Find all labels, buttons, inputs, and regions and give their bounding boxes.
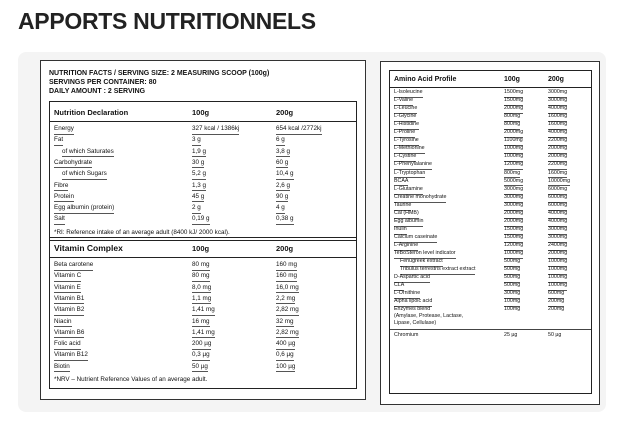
amino-value-200g: 2200mg: [548, 137, 567, 146]
amino-value-200g: 6000mg: [548, 194, 567, 203]
amino-value-200g: 3000mg: [548, 234, 567, 243]
amino-row: [392, 290, 590, 298]
facts-serving-size: NUTRITION FACTS / SERVING SIZE: 2 MEASURING SCOOP (100g): [49, 70, 270, 77]
nutrition-col-100g: 100g: [192, 108, 210, 117]
amino-value-200g: 600mg: [548, 290, 564, 299]
amino-value-100g: 300mg: [504, 290, 520, 299]
amino-value-100g: 500mg: [504, 282, 520, 291]
amino-value-100g: 1200mg: [504, 161, 523, 170]
amino-name: Taurine: [394, 202, 411, 211]
amino-row: [392, 113, 590, 121]
amino-row: [392, 242, 590, 250]
nutrition-name: Fibre: [54, 181, 68, 192]
amino-value-100g: 2000mg: [504, 218, 523, 227]
amino-value-100g: 1500mg: [504, 226, 523, 235]
amino-value-200g: 2200mg: [548, 161, 567, 170]
vitamin-value-200g: 100 µg: [276, 362, 295, 373]
amino-value-200g: 3000mg: [548, 97, 567, 106]
amino-value-100g: 2000mg: [504, 105, 523, 114]
chromium-100g: 25 µg: [504, 332, 518, 338]
amino-value-100g: 3000mg: [504, 194, 523, 203]
nutrition-value-100g: 1,9 g: [192, 147, 206, 158]
amino-value-200g: 2000mg: [548, 250, 567, 259]
amino-value-200g: 4000mg: [548, 129, 567, 138]
amino-name: Creatine monohydrate: [394, 194, 446, 203]
nutrition-value-200g: 0,38 g: [276, 214, 294, 225]
amino-name: L-Valine: [394, 97, 413, 106]
amino-row: [392, 266, 590, 274]
amino-row: [392, 121, 590, 129]
amino-value-200g: 1600mg: [548, 121, 567, 130]
amino-row: [392, 89, 590, 97]
vitamin-col-100g: 100g: [192, 244, 210, 253]
vitamin-value-200g: 16,0 mg: [276, 283, 299, 294]
amino-name: L-Methionine: [394, 145, 425, 154]
amino-row: [392, 178, 590, 186]
amino-row: [392, 170, 590, 178]
amino-title: Amino Acid Profile: [394, 76, 457, 83]
amino-value-200g: 1000mg: [548, 282, 567, 291]
vitamin-value-100g: 1,41 mg: [192, 305, 215, 316]
vitamin-value-200g: 0,6 µg: [276, 350, 294, 361]
amino-row: [392, 226, 590, 234]
vitamin-value-200g: 2,82 mg: [276, 328, 299, 339]
amino-name: L-Tyrosine: [394, 137, 419, 146]
amino-value-200g: 3000mg: [548, 226, 567, 235]
vitamin-value-200g: 2,82 mg: [276, 305, 299, 316]
amino-value-100g: 800mg: [504, 170, 520, 179]
amino-name: L-Arginine: [394, 242, 418, 251]
vitamin-value-100g: 80 mg: [192, 260, 210, 271]
amino-value-100g: 1100mg: [504, 137, 523, 146]
amino-name: L-Isoleucine: [394, 89, 423, 98]
amino-value-200g: 1600mg: [548, 113, 567, 122]
amino-value-200g: 4000mg: [548, 218, 567, 227]
vitamin-header-divider: [50, 257, 356, 258]
nutrition-name: of which Saturates: [62, 147, 114, 158]
amino-value-200g: 1600mg: [548, 170, 567, 179]
page-title: APPORTS NUTRITIONNELS: [18, 8, 316, 34]
amino-row: [392, 234, 590, 242]
vitamin-value-100g: 80 mg: [192, 271, 210, 282]
nutrition-value-100g: 2 g: [192, 203, 201, 214]
amino-name: Cal (HMB): [394, 210, 419, 219]
amino-row: [392, 145, 590, 153]
amino-name: BCAA: [394, 178, 408, 187]
nutrition-value-200g: 10,4 g: [276, 169, 294, 180]
nutrition-name: Fat: [54, 135, 63, 146]
vitamin-value-200g: 160 mg: [276, 260, 297, 271]
amino-name: L-Cystine: [394, 153, 416, 162]
nutrition-value-200g: 60 g: [276, 158, 288, 169]
amino-value-100g: 800mg: [504, 113, 520, 122]
facts-header: [49, 69, 269, 96]
amino-value-100g: 1200mg: [504, 242, 523, 251]
amino-row: [392, 218, 590, 226]
vitamin-name: Vitamin B6: [54, 328, 84, 339]
amino-value-100g: 3000mg: [504, 202, 523, 211]
amino-value-200g: 2000mg: [548, 145, 567, 154]
amino-value-100g: 500mg: [504, 274, 520, 283]
amino-row: [392, 258, 590, 266]
amino-row: [392, 210, 590, 218]
vitamin-title: Vitamin Complex: [54, 243, 123, 253]
vitamin-name: Vitamin C: [54, 271, 81, 282]
amino-name: TeBoSteron level indicator: [394, 250, 456, 259]
amino-value-100g: 2000mg: [504, 210, 523, 219]
chromium-name: Chromium: [394, 332, 419, 338]
amino-value-100g: 500mg: [504, 266, 520, 275]
amino-value-100g: 1500mg: [504, 89, 523, 98]
amino-row: [392, 274, 590, 282]
vitamin-value-200g: 160 mg: [276, 271, 297, 282]
vitamin-value-100g: 200 µg: [192, 339, 211, 350]
amino-row: [392, 298, 590, 306]
amino-value-100g: 100mg: [504, 298, 520, 307]
nutrition-value-200g: 654 kcal /2772kj: [276, 124, 322, 135]
vitamin-name: Niacin: [54, 317, 72, 328]
vitamin-value-100g: 8,0 mg: [192, 283, 211, 294]
amino-col-100g: 100g: [504, 76, 520, 83]
nutrition-name: of which Sugars: [62, 169, 107, 180]
facts-daily-amount: DAILY AMOUNT : 2 SERVING: [49, 88, 146, 95]
amino-name: L-Leucine: [394, 105, 417, 114]
amino-value-100g: 3000mg: [504, 186, 523, 195]
vitamin-value-200g: 2,2 mg: [276, 294, 295, 305]
amino-name: L-Phenylalanine: [394, 161, 432, 170]
facts-servings-per-container: SERVINGS PER CONTAINER: 80: [49, 79, 157, 86]
amino-header-divider: [390, 87, 591, 88]
amino-name: D-Aspartic acid: [394, 274, 430, 283]
amino-row: [392, 186, 590, 194]
nutrition-value-100g: 0,19 g: [192, 214, 210, 225]
vitamin-value-200g: 400 µg: [276, 339, 295, 350]
nutrition-col-200g: 200g: [276, 108, 294, 117]
amino-name: Fenugreek extract: [400, 258, 443, 267]
amino-row: [392, 250, 590, 258]
vitamin-complex-table: [49, 237, 357, 389]
amino-value-100g: 1500mg: [504, 234, 523, 243]
nutrition-value-200g: 6 g: [276, 135, 285, 146]
vitamin-name: Folic acid: [54, 339, 81, 350]
amino-row: [392, 97, 590, 105]
amino-value-200g: 3000mg: [548, 89, 567, 98]
nutrition-value-200g: 3,8 g: [276, 147, 290, 158]
chromium-200g: 50 µg: [548, 332, 562, 338]
amino-value-100g: 2000mg: [504, 129, 523, 138]
amino-value-200g: 1000mg: [548, 258, 567, 267]
amino-row: [392, 137, 590, 145]
amino-name: L-Tryptophan: [394, 170, 425, 179]
amino-value-100g: 1000mg: [504, 145, 523, 154]
nutrition-value-100g: 327 kcal / 1386kj: [192, 124, 239, 135]
enzymes-line2: (Amylase, Protease, Lactase,: [394, 313, 464, 319]
nutrition-value-100g: 45 g: [192, 192, 204, 203]
nutrition-value-100g: 1,3 g: [192, 181, 206, 192]
nutrition-value-200g: 4 g: [276, 203, 285, 214]
enzymes-line1: Enzymes blend: [394, 306, 431, 312]
vitamin-col-200g: 200g: [276, 244, 294, 253]
vitamin-name: Beta carotene: [54, 260, 93, 271]
nutrition-value-200g: 2,6 g: [276, 181, 290, 192]
amino-name: Inulin: [394, 226, 407, 235]
amino-col-200g: 200g: [548, 76, 564, 83]
vitamin-name: Vitamin B1: [54, 294, 84, 305]
amino-value-200g: 4000mg: [548, 105, 567, 114]
amino-value-100g: 800mg: [504, 121, 520, 130]
amino-value-100g: 1500mg: [504, 97, 523, 106]
nutrition-name: Egg albumin (protein): [54, 203, 114, 214]
enzymes-blend: [394, 306, 494, 327]
amino-acid-table: [389, 70, 592, 394]
amino-name: Calcium caseinate: [394, 234, 437, 243]
vitamin-value-200g: 32 mg: [276, 317, 294, 328]
nutrition-title: Nutrition Declaration: [54, 108, 129, 117]
amino-acid-label: [380, 61, 600, 405]
amino-value-100g: 1000mg: [504, 250, 523, 259]
amino-name: Alpha lipoic acid: [394, 298, 432, 307]
vitamin-value-100g: 0,3 µg: [192, 350, 210, 361]
vitamin-value-100g: 1,1 mg: [192, 294, 211, 305]
amino-value-200g: 6000mg: [548, 202, 567, 211]
nutrition-value-100g: 3 g: [192, 135, 201, 146]
amino-row: [392, 194, 590, 202]
nutrition-footnote: *RI: Reference intake of an average adult (8400 kJ/ 2000 kcal).: [54, 229, 230, 236]
amino-name: L-Proline: [394, 129, 415, 138]
nutrition-value-200g: 90 g: [276, 192, 288, 203]
nutrition-header-divider: [50, 121, 356, 122]
amino-name: L-Histidine: [394, 121, 419, 130]
amino-value-200g: 1000mg: [548, 274, 567, 283]
vitamin-value-100g: 50 µg: [192, 362, 208, 373]
amino-value-200g: 1000mg: [548, 266, 567, 275]
enzymes-line3: Lipase, Cellulase): [394, 320, 437, 326]
amino-name: Egg albumin: [394, 218, 423, 227]
nutrition-value-100g: 30 g: [192, 158, 204, 169]
nutrition-name: Salt: [54, 214, 65, 225]
enzymes-100g: 100mg: [504, 306, 521, 312]
amino-row: [392, 282, 590, 290]
amino-name: L-Glutamine: [394, 186, 423, 195]
nutrition-name: Energy: [54, 124, 74, 135]
amino-value-200g: 6000mg: [548, 186, 567, 195]
vitamin-name: Vitamin B12: [54, 350, 88, 361]
nutrition-name: Carbohydrate: [54, 158, 92, 169]
amino-value-200g: 2000mg: [548, 153, 567, 162]
amino-name: Tribulus terrestris extract extract: [400, 266, 475, 275]
nutrition-facts-label: [40, 60, 366, 400]
vitamin-name: Vitamin B2: [54, 305, 84, 316]
amino-value-200g: 10000mg: [548, 178, 570, 187]
nutrition-name: Protein: [54, 192, 74, 203]
amino-value-100g: 1000mg: [504, 153, 523, 162]
amino-name: L-Glycine: [394, 113, 416, 122]
vitamin-name: Vitamin E: [54, 283, 81, 294]
amino-row: [392, 202, 590, 210]
enzymes-divider: [390, 329, 591, 330]
vitamin-name: Biotin: [54, 362, 70, 373]
amino-row: [392, 129, 590, 137]
amino-value-200g: 200mg: [548, 298, 564, 307]
vitamin-value-100g: 1,41 mg: [192, 328, 215, 339]
vitamin-value-100g: 16 mg: [192, 317, 210, 328]
amino-name: CLA: [394, 282, 404, 291]
amino-row: [392, 161, 590, 169]
amino-value-100g: 500mg: [504, 258, 520, 267]
vitamin-footnote: *NRV – Nutrient Reference Values of an average adult.: [54, 376, 208, 383]
nutrition-declaration-table: [49, 101, 357, 241]
amino-row: [392, 105, 590, 113]
amino-value-200g: 2400mg: [548, 242, 567, 251]
enzymes-200g: 200mg: [548, 306, 565, 312]
amino-name: L-Ornithine: [394, 290, 420, 299]
amino-value-200g: 4000mg: [548, 210, 567, 219]
amino-value-100g: 5000mg: [504, 178, 523, 187]
amino-row: [392, 153, 590, 161]
nutrition-value-100g: 5,2 g: [192, 169, 206, 180]
